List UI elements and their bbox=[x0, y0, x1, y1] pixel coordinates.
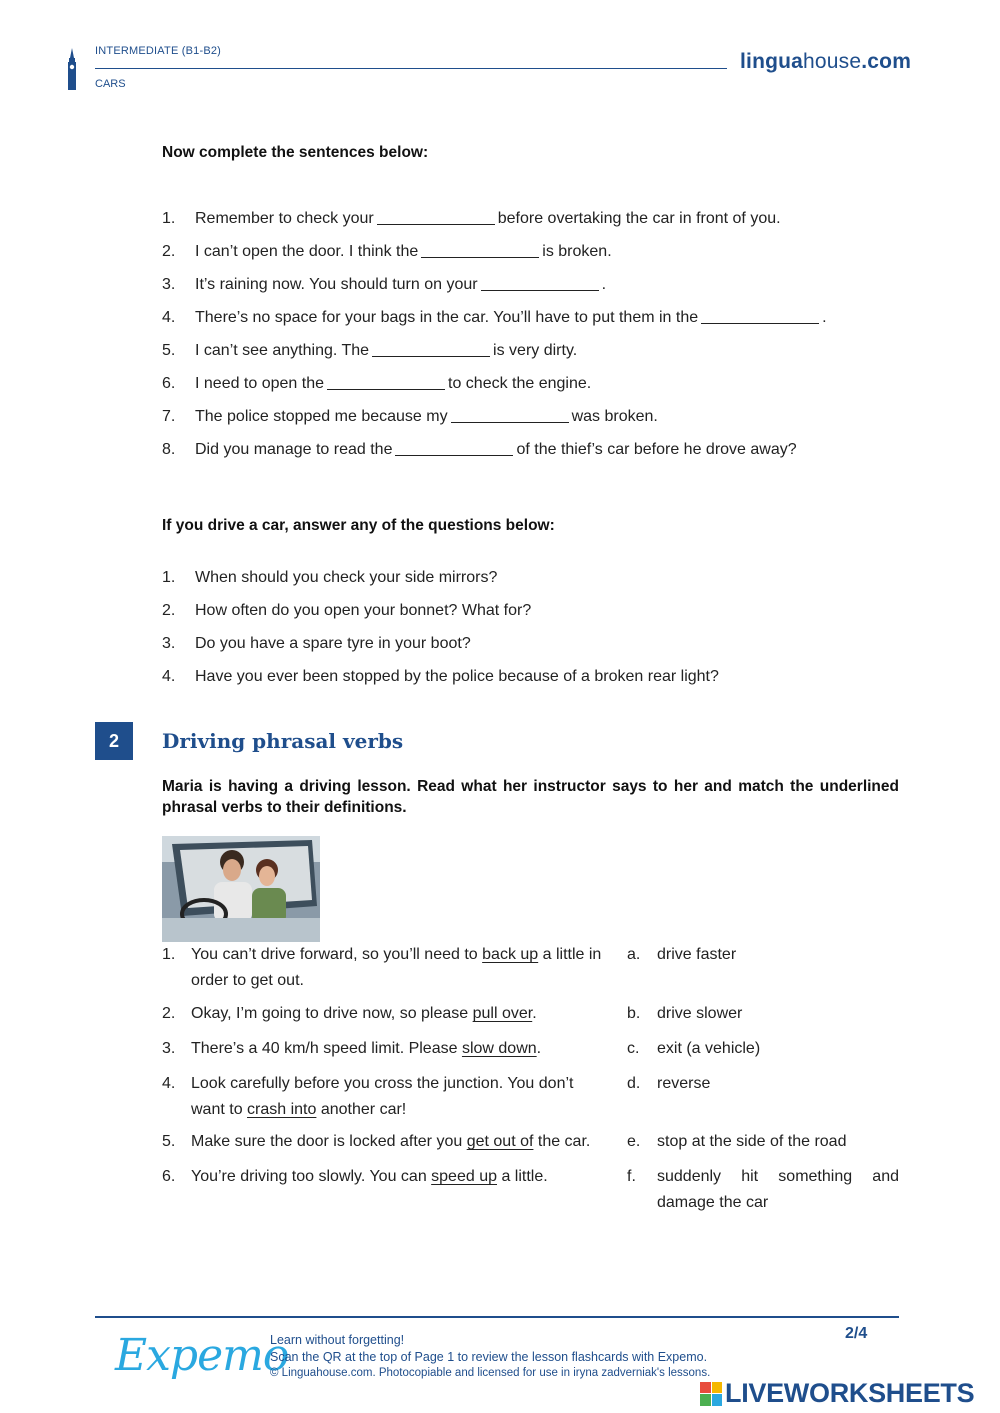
definition-letter: d. bbox=[627, 1075, 641, 1092]
phrasal-verb: slow down bbox=[461, 1040, 537, 1057]
footer-copyright: © Linguahouse.com. Photocopiable and licensed for use in iryna zadverniak's lessons. bbox=[270, 1367, 711, 1379]
footer-text bbox=[270, 1332, 710, 1382]
definition-item bbox=[627, 1129, 899, 1155]
item-number: 1. bbox=[162, 210, 176, 227]
item-text: There’s no space for your bags in the car. You’ll have to put them in the . bbox=[195, 309, 827, 326]
item-text: It’s raining now. You should turn on your . bbox=[195, 276, 607, 293]
definition-item bbox=[627, 1001, 899, 1027]
question-text: How often do you open your bonnet? What for? bbox=[195, 602, 532, 619]
item-number: 3. bbox=[162, 635, 176, 652]
fill-in-item bbox=[162, 274, 827, 307]
item-text: I can’t see anything. The is very dirty. bbox=[195, 342, 578, 359]
phrasal-verb: speed up bbox=[431, 1168, 497, 1185]
question-item bbox=[162, 633, 719, 666]
sentence-number: 3. bbox=[162, 1040, 176, 1057]
answer-blank[interactable] bbox=[372, 341, 490, 357]
sentence-text: Okay, I’m going to drive now, so please pull over. bbox=[191, 1005, 537, 1022]
answer-blank[interactable] bbox=[451, 407, 569, 423]
definition-text: drive faster bbox=[657, 946, 737, 963]
answer-blank[interactable] bbox=[481, 275, 599, 291]
phrasal-sentence bbox=[162, 1129, 607, 1155]
sentence-text: Make sure the door is locked after you get out of the car. bbox=[191, 1133, 591, 1150]
item-number: 7. bbox=[162, 408, 176, 425]
fill-in-list bbox=[162, 208, 827, 472]
definition-text: stop at the side of the road bbox=[657, 1133, 847, 1150]
driving-lesson-photo bbox=[162, 836, 320, 942]
footer-divider bbox=[95, 1316, 899, 1318]
item-text: I can’t open the door. I think the is broken. bbox=[195, 243, 612, 260]
level-label: INTERMEDIATE (B1-B2) bbox=[95, 45, 222, 57]
definition-item bbox=[627, 1071, 899, 1097]
fill-in-item bbox=[162, 406, 827, 439]
phrasal-verb: get out of bbox=[466, 1133, 534, 1150]
item-number: 5. bbox=[162, 342, 176, 359]
phrasal-verb: crash into bbox=[247, 1101, 317, 1118]
fill-in-item bbox=[162, 439, 827, 472]
page-number: 2/4 bbox=[845, 1325, 868, 1342]
questions-list bbox=[162, 567, 719, 699]
question-text: Do you have a spare tyre in your boot? bbox=[195, 635, 471, 652]
sentence-number: 6. bbox=[162, 1168, 176, 1185]
phrasal-sentence bbox=[162, 1036, 607, 1062]
expemo-logo[interactable]: Expemo bbox=[115, 1330, 289, 1381]
sentence-text: Look carefully before you cross the junction. You don’t want to crash into another car! bbox=[191, 1075, 574, 1118]
phrasal-sentence bbox=[162, 942, 607, 994]
definition-letter: f. bbox=[627, 1168, 636, 1185]
questions-instruction: If you drive a car, answer any of the questions below: bbox=[162, 517, 555, 534]
section-instruction: Maria is having a driving lesson. Read what her instructor says to her and match the underlined phrasal verbs to their definitions. bbox=[162, 778, 899, 816]
item-number: 3. bbox=[162, 276, 176, 293]
definition-text: exit (a vehicle) bbox=[657, 1040, 761, 1057]
definition-text: reverse bbox=[657, 1075, 711, 1092]
fill-in-item bbox=[162, 373, 827, 406]
linguahouse-logo[interactable]: linguahouse.com bbox=[740, 50, 912, 73]
item-number: 4. bbox=[162, 668, 176, 685]
question-text: Have you ever been stopped by the police because of a broken rear light? bbox=[195, 668, 719, 685]
question-item bbox=[162, 666, 719, 699]
answer-blank[interactable] bbox=[377, 209, 495, 225]
section-title: Driving phrasal verbs bbox=[162, 729, 404, 753]
definition-letter: b. bbox=[627, 1005, 641, 1022]
item-number: 8. bbox=[162, 441, 176, 458]
footer-tagline: Learn without forgetting! bbox=[270, 1333, 405, 1347]
item-text: I need to open the to check the engine. bbox=[195, 375, 592, 392]
sentence-number: 4. bbox=[162, 1075, 176, 1092]
item-text: Remember to check your before overtaking the car in front of you. bbox=[195, 210, 781, 227]
phrasal-verb: pull over bbox=[472, 1005, 533, 1022]
answer-blank[interactable] bbox=[327, 374, 445, 390]
definition-letter: c. bbox=[627, 1040, 640, 1057]
definition-item bbox=[627, 1036, 899, 1062]
sentence-number: 1. bbox=[162, 946, 176, 963]
fill-in-item bbox=[162, 208, 827, 241]
footer-scan-note: Scan the QR at the top of Page 1 to review the lesson flashcards with Expemo. bbox=[270, 1349, 708, 1364]
section-number: 2 bbox=[95, 722, 133, 760]
answer-blank[interactable] bbox=[395, 440, 513, 456]
phrasal-sentence bbox=[162, 1164, 607, 1190]
item-number: 2. bbox=[162, 243, 176, 260]
header-divider bbox=[95, 68, 727, 69]
question-item bbox=[162, 567, 719, 600]
exercise-instruction: Now complete the sentences below: bbox=[162, 144, 429, 161]
liveworksheets-watermark[interactable] bbox=[700, 1378, 974, 1409]
sentence-text: There’s a 40 km/h speed limit. Please slow down. bbox=[191, 1040, 542, 1057]
item-text: Did you manage to read the of the thief’s car before he drove away? bbox=[195, 441, 797, 458]
definition-text: suddenly hit something and damage the car bbox=[657, 1168, 899, 1211]
item-number: 1. bbox=[162, 569, 176, 586]
sentence-text: You’re driving too slowly. You can speed up a little. bbox=[191, 1168, 548, 1185]
answer-blank[interactable] bbox=[421, 242, 539, 258]
liveworksheets-icon bbox=[700, 1382, 722, 1406]
answer-blank[interactable] bbox=[701, 308, 819, 324]
item-number: 4. bbox=[162, 309, 176, 326]
fill-in-item bbox=[162, 340, 827, 373]
question-text: When should you check your side mirrors? bbox=[195, 569, 498, 586]
sentence-number: 2. bbox=[162, 1005, 176, 1022]
question-item bbox=[162, 600, 719, 633]
item-number: 6. bbox=[162, 375, 176, 392]
fill-in-item bbox=[162, 241, 827, 274]
sentence-number: 5. bbox=[162, 1133, 176, 1150]
definition-text: drive slower bbox=[657, 1005, 743, 1022]
phrasal-verb: back up bbox=[482, 946, 539, 963]
item-number: 2. bbox=[162, 602, 176, 619]
topic-label: CARS bbox=[95, 78, 126, 90]
phrasal-sentence bbox=[162, 1001, 607, 1027]
definition-letter: e. bbox=[627, 1133, 641, 1150]
definition-item bbox=[627, 1164, 899, 1216]
sentence-text: You can’t drive forward, so you’ll need to back up a little in order to get out. bbox=[191, 946, 602, 989]
item-text: The police stopped me because my was broken. bbox=[195, 408, 658, 425]
definition-letter: a. bbox=[627, 946, 641, 963]
liveworksheets-text: LIVEWORKSHEETS bbox=[725, 1378, 975, 1408]
definition-item bbox=[627, 942, 899, 968]
big-ben-icon bbox=[66, 48, 78, 90]
phrasal-sentence bbox=[162, 1071, 607, 1123]
fill-in-item bbox=[162, 307, 827, 340]
